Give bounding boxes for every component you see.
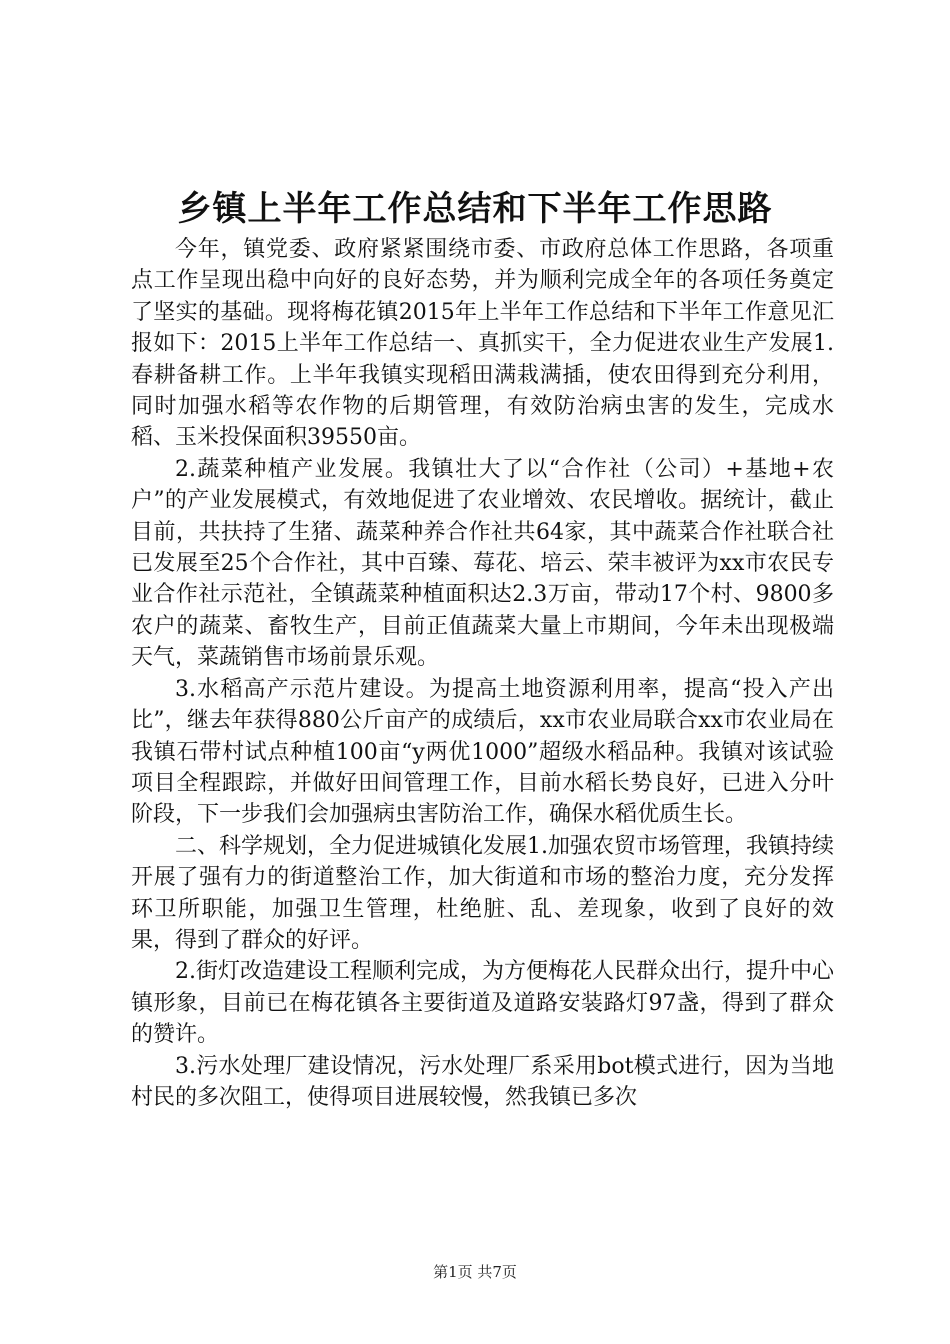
paragraph-vegetables: 2.蔬菜种植产业发展。我镇壮大了以“合作社（公司）+基地+农户”的产业发展模式，有效地促进了农业增效、农民增收。据统计，截止目前，共扶持了生猪、蔬菜种养合作社共64家，其中蔬菜合作社联合社已发展至25个合作社，其中百臻、莓花、培云、荣丰被评为xx市农民专业合作社示范社，全镇蔬菜种植面积达2.3万亩，带动17个村、9800多农户的蔬菜、畜牧生产，目前正值蔬菜大量上市期间，今年未出现极端天气，菜蔬销售市场前景乐观。 <box>131 456 834 671</box>
paragraph-street-lights: 2.街灯改造建设工程顺利完成，为方便梅花人民群众出行，提升中心镇形象，目前已在梅花镇各主要街道及道路安装路灯97盏，得到了群众的赞许。 <box>131 959 834 1048</box>
page-number-footer: 第1页 共7页 <box>433 1263 517 1281</box>
document-body <box>131 234 834 1113</box>
paragraph-urbanization: 二、科学规划，全力促进城镇化发展1.加强农贸市场管理，我镇持续开展了强有力的街道整治工作，加大街道和市场的整治力度，充分发挥环卫所职能，加强卫生管理，杜绝脏、乱、差现象，收到了良好的效果，得到了群众的好评。 <box>131 833 834 953</box>
page-title: 乡镇上半年工作总结和下半年工作思路 <box>177 189 773 229</box>
paragraph-sewage: 3.污水处理厂建设情况，污水处理厂系采用bot模式进行，因为当地村民的多次阻工，使得项目进展较慢，然我镇已多次 <box>131 1053 834 1110</box>
paragraph-intro: 今年，镇党委、政府紧紧围绕市委、市政府总体工作思路，各项重点工作呈现出稳中向好的良好态势，并为顺利完成全年的各项任务奠定了坚实的基础。现将梅花镇2015年上半年工作总结和下半年工作意见汇报如下：2015上半年工作总结一、真抓实干，全力促进农业生产发展1.春耕备耕工作。上半年我镇实现稻田满栽满插，使农田得到充分利用，同时加强水稻等农作物的后期管理，有效防治病虫害的发生，完成水稻、玉米投保面积39550亩。 <box>131 237 834 451</box>
paragraph-rice-demo: 3.水稻高产示范片建设。为提高土地资源利用率，提高“投入产出比”，继去年获得880公斤亩产的成绩后，xx市农业局联合xx市农业局在我镇石带村试点种植100亩“y两优1000”超级水稻品种。我镇对该试验项目全程跟踪，并做好田间管理工作，目前水稻长势良好，已进入分叶阶段，下一步我们会加强病虫害防治工作，确保水稻优质生长。 <box>131 676 834 828</box>
